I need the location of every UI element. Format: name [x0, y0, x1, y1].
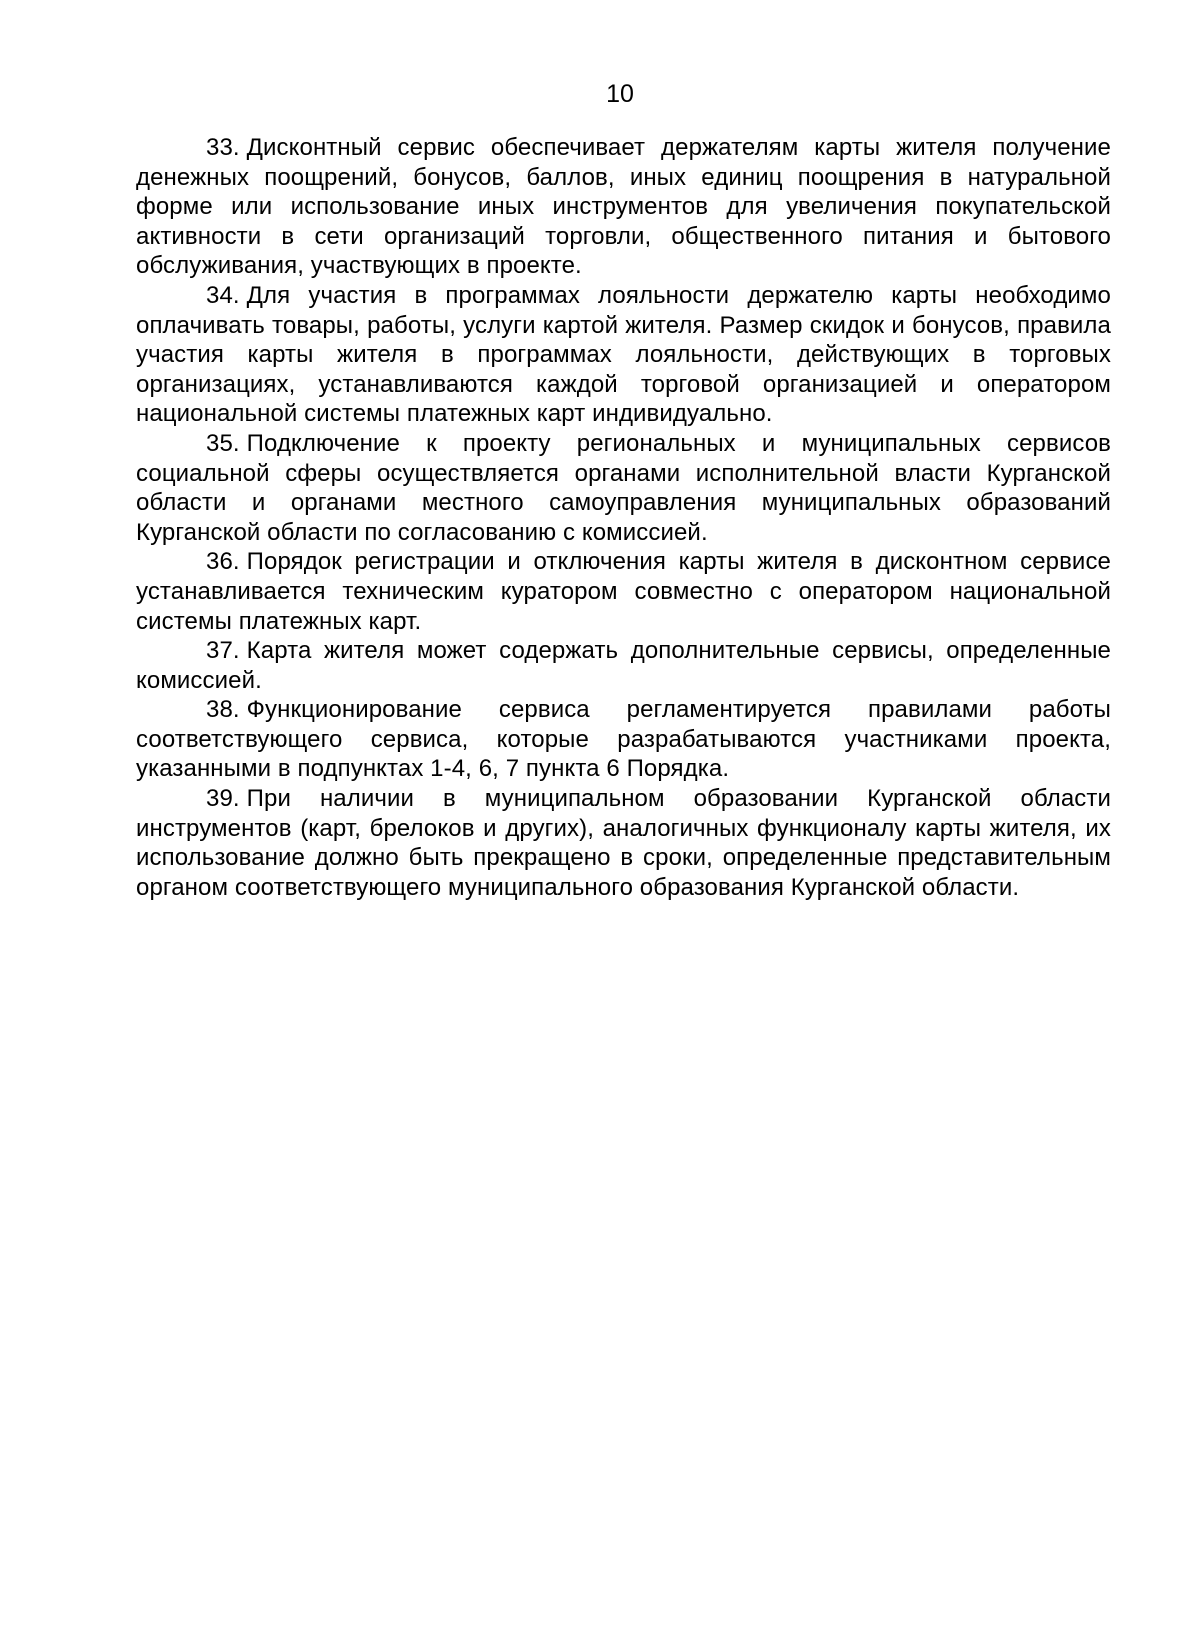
paragraph-33: [136, 133, 1111, 281]
paragraph-number: 39.: [206, 785, 240, 813]
paragraph-text: Порядок регистрации и отключения карты жителя в дисконтном сервисе устанавливается техническим куратором совместно с оператором национальной системы платежных карт.: [136, 548, 1111, 635]
paragraph-number: 34.: [206, 281, 240, 309]
paragraph-text: Подключение к проекту региональных и муниципальных сервисов социальной сферы осуществляется органами исполнительной власти Курганской области и органами местного самоуправления муниципальных образований Курганской области по согласованию с комиссией.: [136, 429, 1111, 546]
paragraph-number: 38.: [206, 696, 240, 724]
paragraph-34: [136, 281, 1111, 429]
paragraph-36: [136, 547, 1111, 636]
paragraph-number: 33.: [206, 134, 240, 161]
page-number: 10: [606, 80, 634, 108]
paragraph-text: Карта жителя может содержать дополнительные сервисы, определенные комиссией.: [136, 637, 1111, 694]
paragraph-text: Для участия в программах лояльности держателю карты необходимо оплачивать товары, работы, услуги картой жителя. Размер скидок и бонусов, правила участия карты жителя в программах лояльности, действующих в торговых организациях, устанавливаются каждой торговой организацией и оператором национальной системы платежных карт индивидуально.: [136, 281, 1111, 428]
paragraph-number: 36.: [206, 548, 240, 576]
paragraph-number: 35.: [206, 429, 240, 457]
paragraph-text: Функционирование сервиса регламентируется правилами работы соответствующего сервиса, которые разрабатываются участниками проекта, указанными в подпунктах 1-4, 6, 7 пункта 6 Порядка.: [136, 696, 1111, 783]
paragraph-37: [136, 636, 1111, 695]
paragraph-39: [136, 784, 1111, 902]
paragraph-text: При наличии в муниципальном образовании Курганской области инструментов (карт, брелоков и других), аналогичных функционалу карты жителя, их использование должно быть прекращено в сроки, определенные представительным органом соответствующего муниципального образования Курганской области.: [136, 785, 1111, 901]
paragraph-35: [136, 429, 1111, 547]
paragraph-text: Дисконтный сервис обеспечивает держателям карты жителя получение денежных поощрений, бонусов, баллов, иных единиц поощрения в натуральной форме или использование иных инструментов для увеличения покупательской активности в сети организаций торговли, общественного питания и бытового обслуживания, участвующих в проекте.: [136, 134, 1111, 280]
paragraph-number: 37.: [206, 637, 240, 665]
document-body: [136, 133, 1111, 902]
paragraph-38: [136, 695, 1111, 784]
